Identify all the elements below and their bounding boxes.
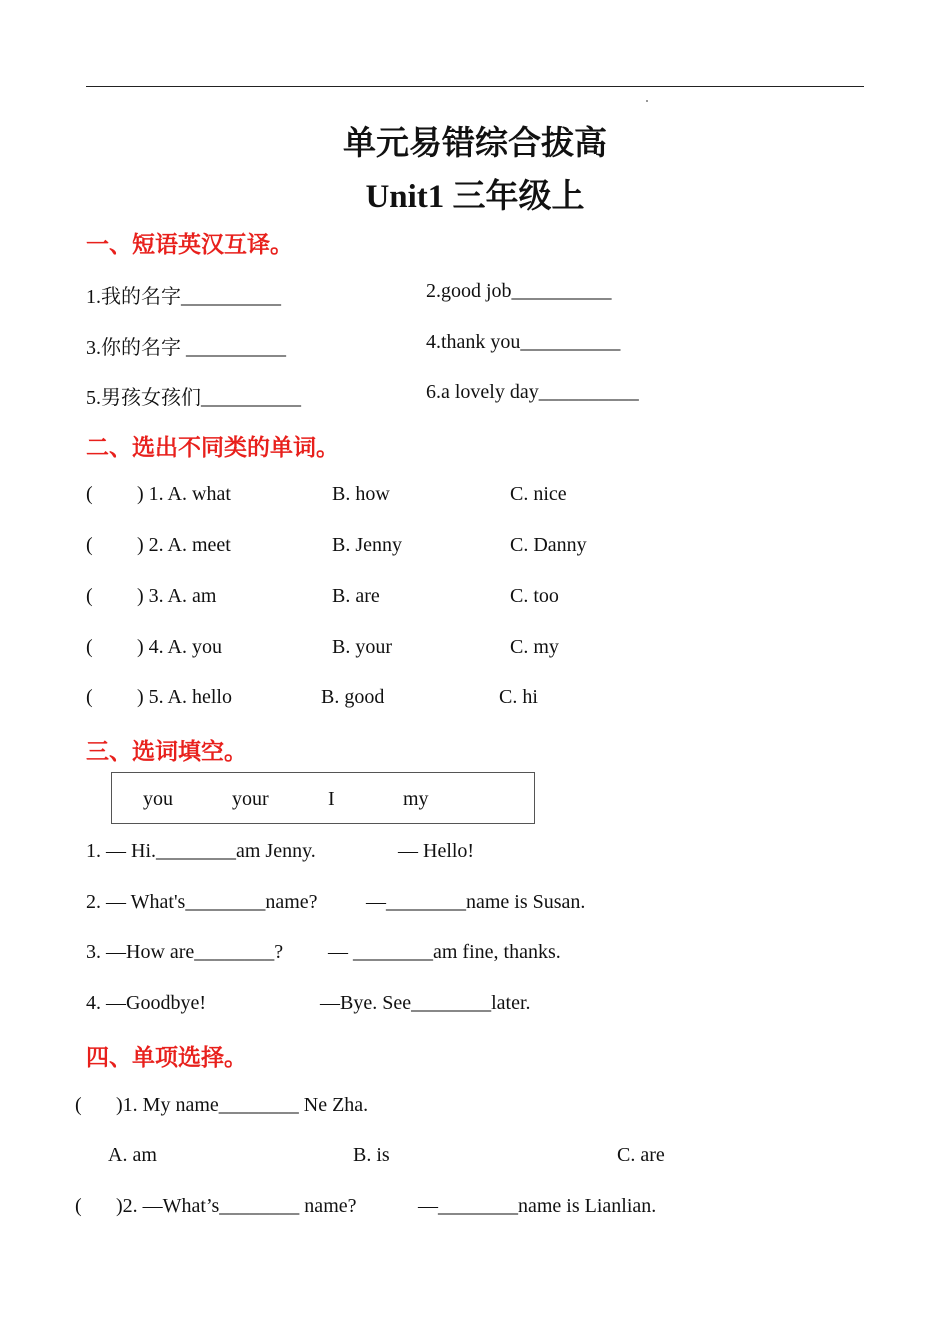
fill-line-2-question: 2. — What's________name? [86,891,318,913]
question-option-a: ) 4. A. you [137,636,222,658]
section-1-heading: 一、短语英汉互译。 [86,232,293,257]
question-option-c: C. Danny [510,534,587,556]
translate-item-3: 3.你的名字 __________ [86,337,286,359]
translate-item-5: 5.男孩女孩们__________ [86,387,301,409]
translate-item-1: 1.我的名字__________ [86,286,281,308]
section-2-heading: 二、选出不同类的单词。 [86,435,339,460]
answer-paren[interactable]: ( [75,1195,82,1217]
question-option-a: ) 5. A. hello [137,686,232,708]
choice-q1-stem: )1. My name________ Ne Zha. [116,1094,369,1116]
fill-line-2-reply: —________name is Susan. [366,891,586,913]
question-option-c: C. hi [499,686,538,708]
question-option-b: B. your [332,636,392,658]
question-option-b: B. how [332,483,390,505]
section-3-heading: 三、选词填空。 [86,739,247,764]
answer-paren[interactable]: ( [86,585,93,607]
question-option-c: C. my [510,636,559,658]
page-title: 单元易错综合拔高 [343,126,607,162]
translate-item-4: 4.thank you__________ [426,331,621,353]
section-4-heading: 四、单项选择。 [86,1045,247,1070]
word-bank-word: you [143,788,173,810]
choice-q1-option-a: A. am [108,1144,157,1166]
fill-line-1-question: 1. — Hi.________am Jenny. [86,840,316,862]
fill-line-1-reply: — Hello! [398,840,475,862]
word-bank-word: your [232,788,269,810]
fill-line-3-reply: — ________am fine, thanks. [328,941,561,963]
question-option-c: C. too [510,585,559,607]
question-option-a: ) 2. A. meet [137,534,231,556]
answer-paren[interactable]: ( [86,534,93,556]
header-dot [646,100,648,102]
question-option-b: B. Jenny [332,534,402,556]
question-option-c: C. nice [510,483,567,505]
header-rule [86,86,864,87]
choice-q1-option-b: B. is [353,1144,390,1166]
fill-line-4-reply: —Bye. See________later. [320,992,531,1014]
translate-item-6: 6.a lovely day__________ [426,381,639,403]
choice-q2-answer: —________name is Lianlian. [418,1195,657,1217]
word-bank-word: I [328,788,335,810]
answer-paren[interactable]: ( [86,686,93,708]
page-subtitle: Unit1 三年级上 [365,179,585,215]
question-option-b: B. are [332,585,380,607]
answer-paren[interactable]: ( [75,1094,82,1116]
choice-q1-option-c: C. are [617,1144,665,1166]
question-option-a: ) 3. A. am [137,585,217,607]
fill-line-4-question: 4. —Goodbye! [86,992,206,1014]
choice-q2-stem: )2. —What’s________ name? [116,1195,357,1217]
answer-paren[interactable]: ( [86,636,93,658]
fill-line-3-question: 3. —How are________? [86,941,284,963]
answer-paren[interactable]: ( [86,483,93,505]
word-bank-word: my [403,788,429,810]
translate-item-2: 2.good job__________ [426,280,612,302]
question-option-a: ) 1. A. what [137,483,231,505]
question-option-b: B. good [321,686,385,708]
word-bank-box [111,772,535,824]
